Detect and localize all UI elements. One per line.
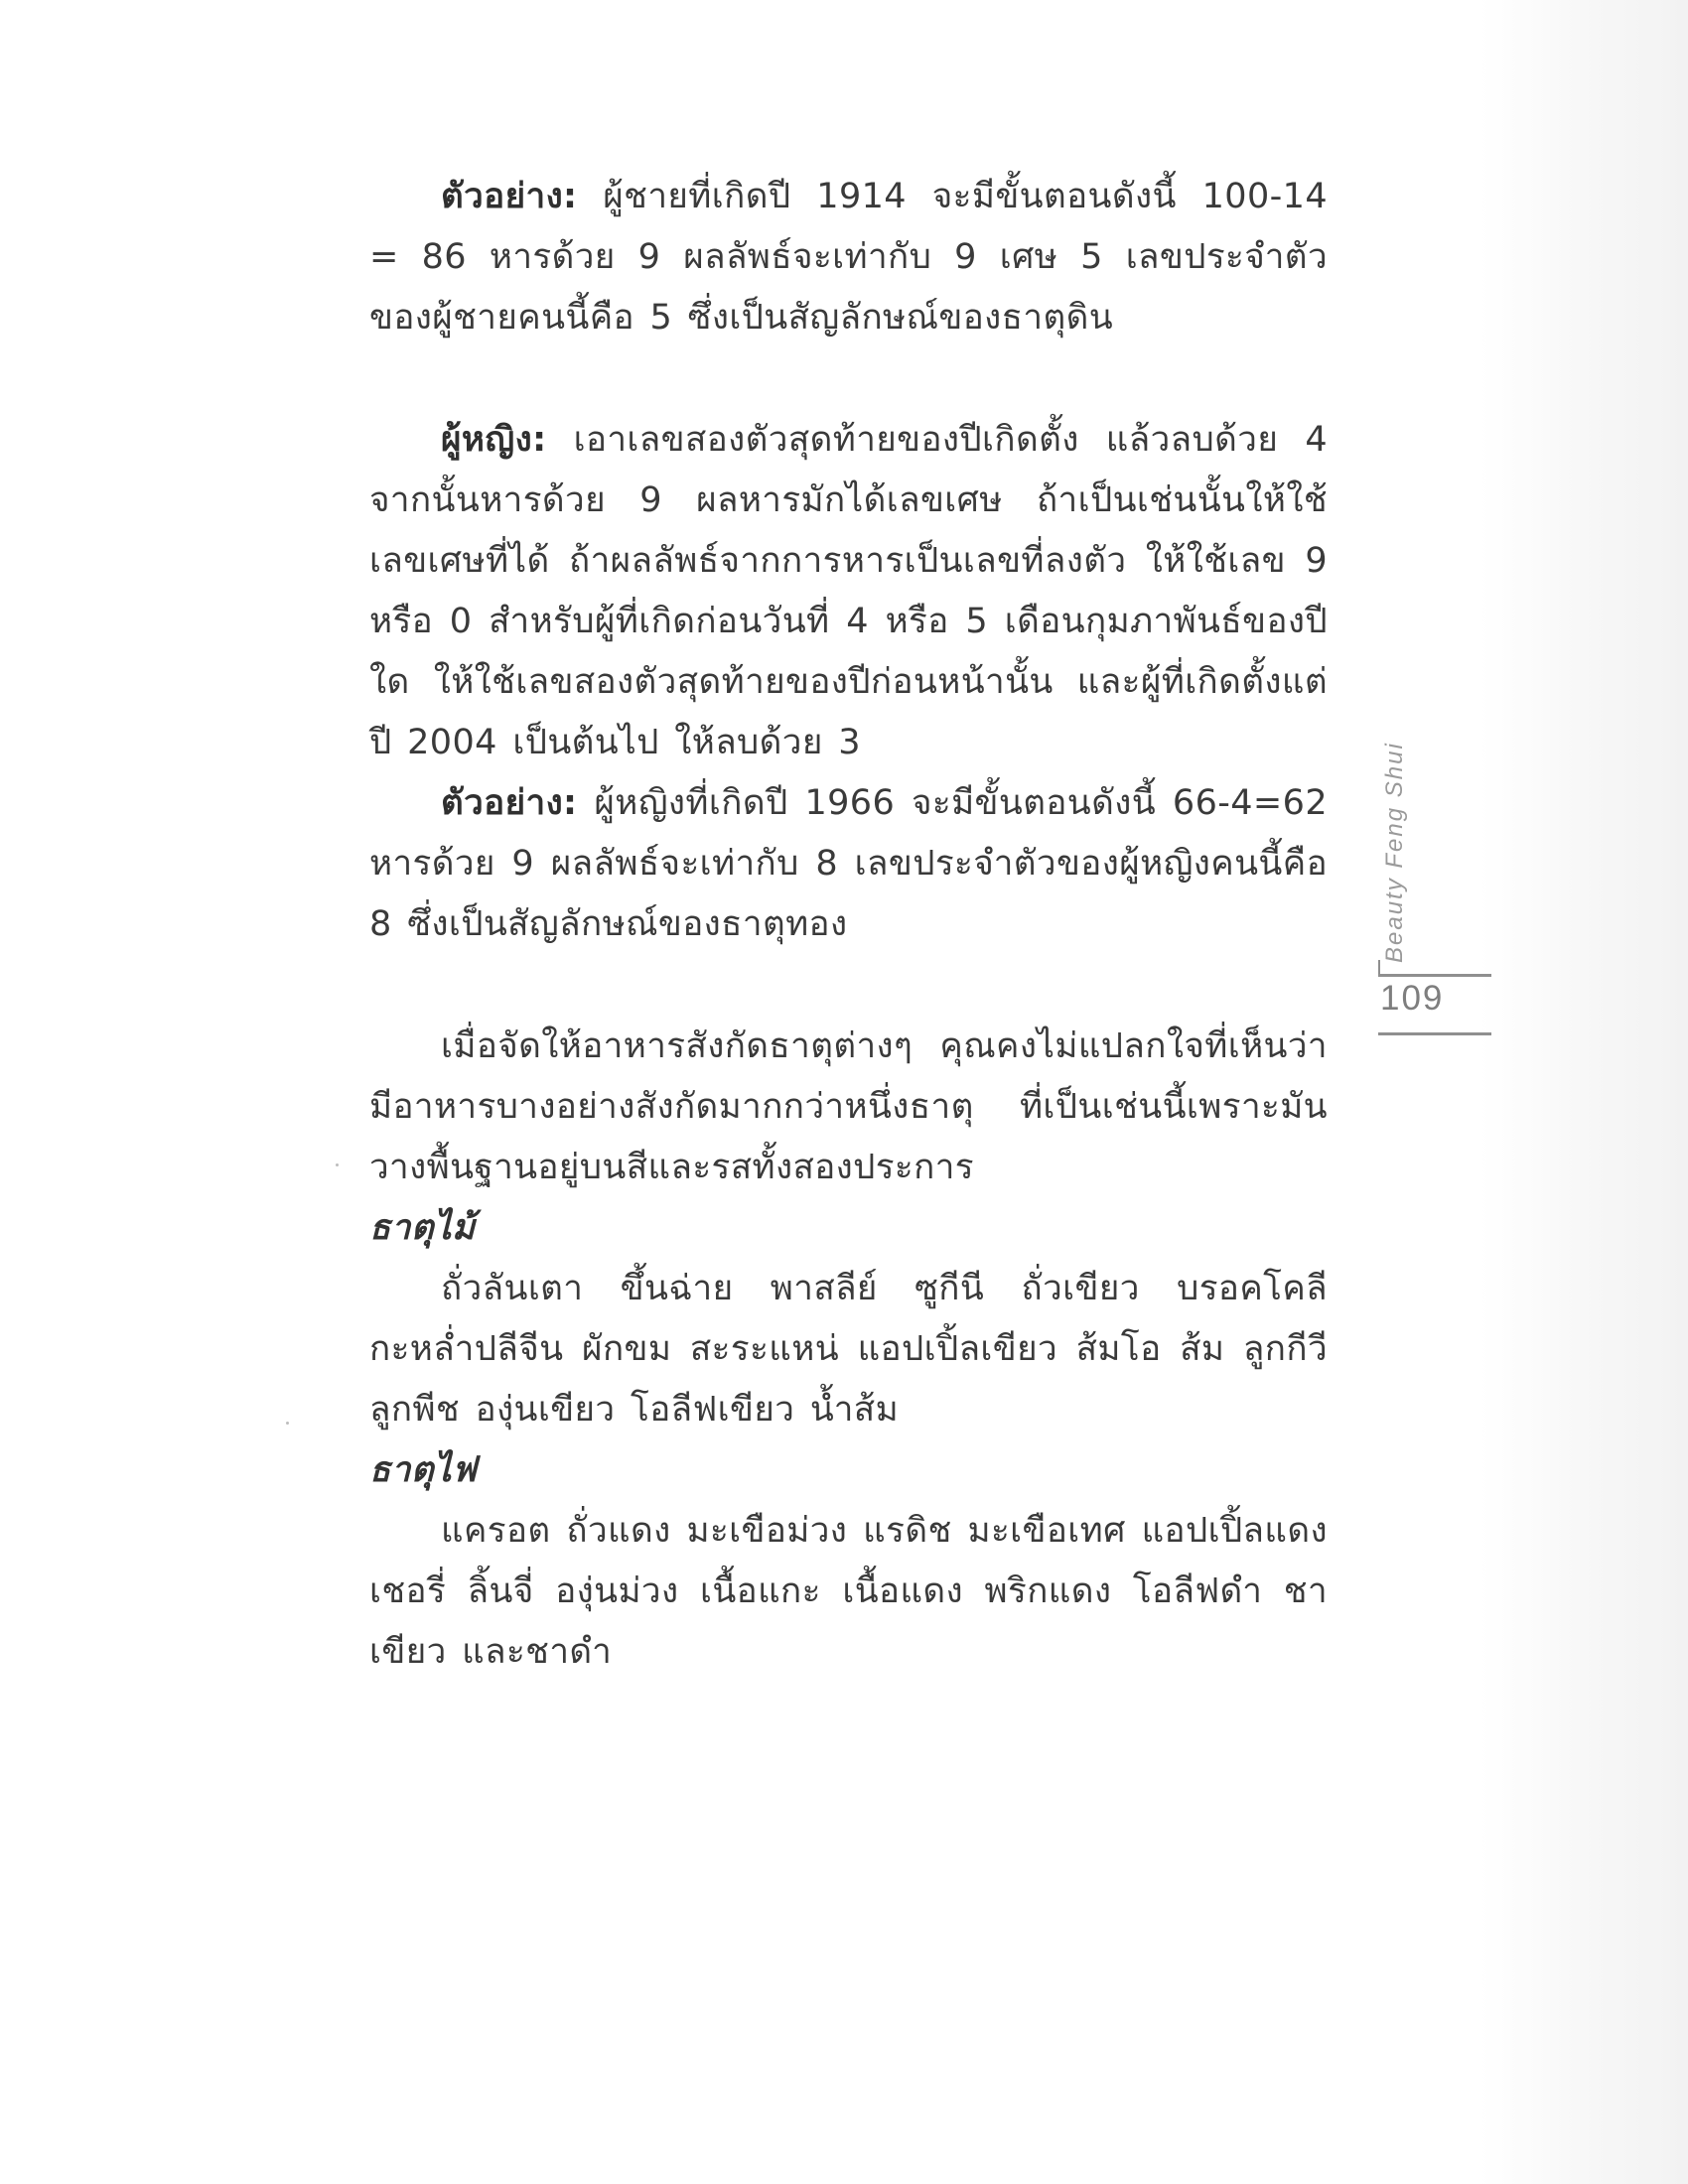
paragraph-text: เอาเลขสองตัวสุดท้ายของปีเกิดตั้ง แล้วลบด้วย 4 จากนั้นหารด้วย 9 ผลหารมักได้เลขเศษ ถ้าเป็นเช่นนั้นให้ใช้เลขเศษที่ได้ ถ้าผลลัพธ์จากการหารเป็นเลขที่ลงตัว ให้ใช้เลข 9 หรือ 0 สำหรับผู้ที่เกิดก่อนวันที่ 4 หรือ 5 เดือนกุมภาพันธ์ของปีใด ให้ใช้เลขสองตัวสุดท้ายของปีก่อนหน้านั้น และผู้ที่เกิดตั้งแต่ปี 2004 เป็นต้นไป ให้ลบด้วย 3	[369, 420, 1328, 762]
heading-fire-element: ธาตุไฟ	[369, 1450, 478, 1490]
page-body	[369, 167, 1328, 1683]
page-tab-divider	[1378, 960, 1380, 974]
page-tab-rule-top	[1378, 974, 1491, 977]
paragraph-text: ผู้ชายที่เกิดปี 1914 จะมีขั้นตอนดังนี้ 100-14 = 86 หารด้วย 9 ผลลัพธ์จะเท่ากับ 9 เศษ 5 เลขประจำตัวของผู้ชายคนนี้คือ 5 ซึ่งเป็นสัญลักษณ์ของธาตุดิน	[369, 177, 1328, 338]
page-tab-rule-bottom	[1378, 1032, 1491, 1035]
running-title: Beauty Feng Shui	[1381, 742, 1408, 963]
paragraph-lead: ผู้หญิง:	[441, 420, 547, 460]
heading-wood-element: ธาตุไม้	[369, 1208, 476, 1248]
page-number: 109	[1380, 979, 1445, 1018]
paragraph-female-rule	[369, 410, 1328, 773]
paragraph-food-elements: เมื่อจัดให้อาหารสังกัดธาตุต่างๆ คุณคงไม่แปลกใจที่เห็นว่ามีอาหารบางอย่างสังกัดมากกว่าหนึ่งธาตุ ที่เป็นเช่นนี้เพราะมันวางพื้นฐานอยู่บนสีและรสทั้งสองประการ	[369, 1026, 1328, 1187]
scan-speck	[286, 1422, 289, 1425]
paragraph-female-example	[369, 773, 1328, 955]
page-edge-shadow	[1479, 0, 1688, 2184]
paragraph-fire-foods: แครอต ถั่วแดง มะเขือม่วง แรดิช มะเขือเทศ แอปเปิ้ลแดง เชอรี่ ลิ้นจี่ องุ่นม่วง เนื้อแกะ เนื้อแดง พริกแดง โอลีฟดำ ชาเขียว และชาดำ	[369, 1511, 1328, 1672]
paragraph-lead: ตัวอย่าง:	[441, 783, 578, 823]
paragraph-male-example	[369, 167, 1328, 348]
scan-speck	[336, 1163, 339, 1166]
paragraph-text: ผู้หญิงที่เกิดปี 1966 จะมีขั้นตอนดังนี้ 66-4=62 หารด้วย 9 ผลลัพธ์จะเท่ากับ 8 เลขประจำตัวของผู้หญิงคนนี้คือ 8 ซึ่งเป็นสัญลักษณ์ของธาตุทอง	[369, 783, 1328, 944]
paragraph-lead: ตัวอย่าง:	[441, 177, 578, 216]
paragraph-wood-foods: ถั่วลันเตา ขึ้นฉ่าย พาสลีย์ ซูกีนี ถั่วเขียว บรอคโคลี กะหล่ำปลีจีน ผักขม สะระแหน่ แอปเปิ้ลเขียว ส้มโอ ส้ม ลูกกีวี ลูกพีช องุ่นเขียว โอลีฟเขียว น้ำส้ม	[369, 1269, 1328, 1430]
